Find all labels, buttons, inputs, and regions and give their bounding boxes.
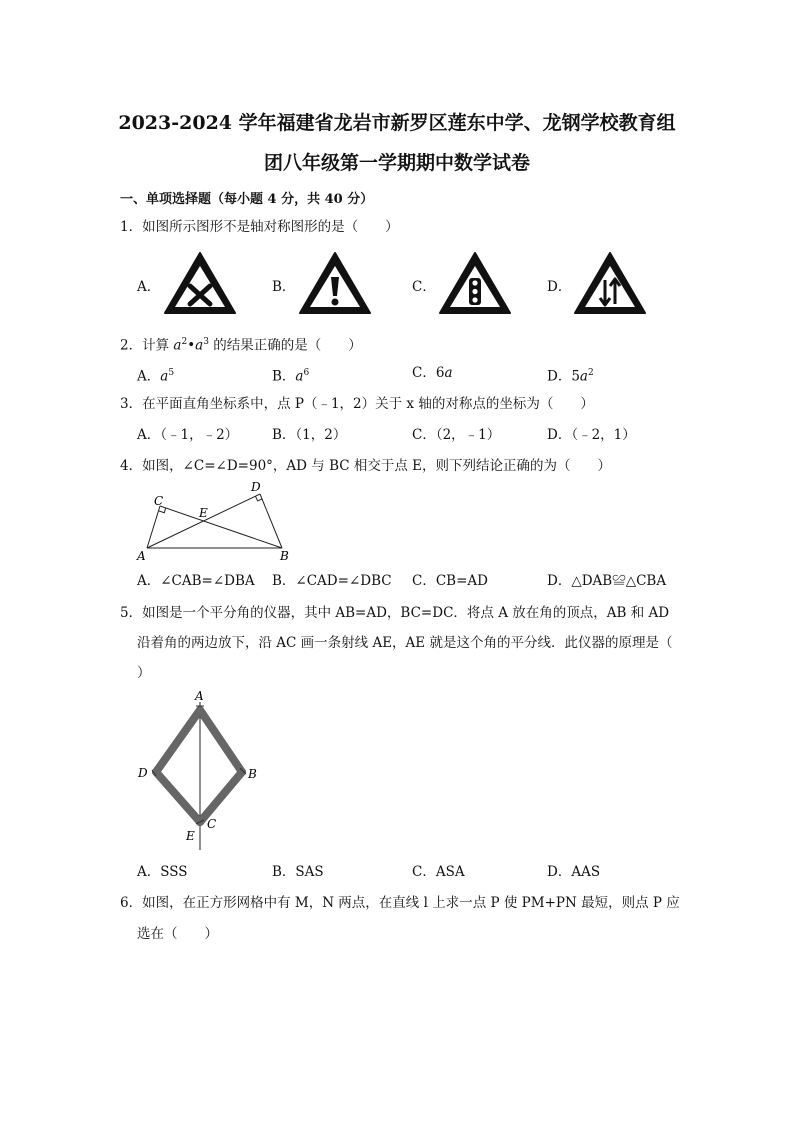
q5-label-a: A [195, 689, 204, 703]
section-header: 一、单项选择题（每小题 4 分，共 40 分） [120, 192, 374, 207]
exam-title-line1: 2023-2024 学年福建省龙岩市新罗区莲东中学、龙钢学校教育组 [118, 112, 676, 134]
q5-option-c: C．ASA [412, 864, 465, 880]
q5-stem-line2: 沿着角的两边放下，沿 AC 画一条射线 AE，AE 就是这个角的平分线．此仪器的原理是（ [137, 635, 673, 651]
q4-label-c: C [154, 494, 164, 508]
q3-option-b: B．（1，2） [272, 427, 347, 443]
q5-option-b: B．SAS [272, 864, 324, 880]
q4-label-e: E [199, 506, 208, 520]
q3-option-a: A．（﹣1，﹣2） [137, 427, 239, 443]
q5-stem-line3: ） [137, 665, 151, 681]
q6-stem-line2: 选在（ ） [137, 926, 218, 942]
q3-stem: 3．在平面直角坐标系中，点 P（﹣1，2）关于 x 轴的对称点的坐标为（ ） [120, 396, 594, 412]
q4-option-c: C．CB=AD [412, 573, 488, 589]
q4-stem: 4．如图，∠C=∠D=90°，AD 与 BC 相交于点 E，则下列结论正确的为（ ） [120, 458, 612, 474]
q5-label-c: C [207, 817, 217, 831]
sign-x-icon [162, 250, 238, 316]
q5-option-a: A．SSS [137, 864, 188, 880]
q3-option-c: C．（2，﹣1） [412, 427, 501, 443]
q2-option-b: B．$a^6$ [272, 368, 310, 385]
q2-option-a: A．$a^5$ [137, 368, 175, 385]
q1-option-d-label: D． [547, 279, 572, 295]
q3-option-d: D．（﹣2，1） [547, 427, 636, 443]
q4-label-d: D [251, 480, 261, 494]
q4-option-d: D．△DAB≌△CBA [547, 573, 667, 589]
q2-stem: 2．计算 $a^2•a^3$ 的结果正确的是（ ） [120, 337, 362, 354]
sign-exclamation-icon [297, 250, 373, 316]
q4-label-a: A [137, 549, 146, 563]
q4-label-b: B [280, 549, 289, 563]
q5-label-b: B [248, 767, 257, 781]
q4-triangle-figure [134, 476, 304, 566]
exam-title-line2: 团八年级第一学期期中数学试卷 [263, 152, 530, 174]
sign-traffic-light-icon [437, 250, 513, 316]
q2-option-d: D．$5a^2$ [547, 368, 594, 385]
q1-option-c-label: C． [412, 279, 436, 295]
q4-option-b: B．∠CAD=∠DBC [272, 573, 392, 589]
q5-angle-bisector-instrument-figure [134, 688, 264, 854]
q5-stem-line1: 5．如图是一个平分角的仪器，其中 AB=AD，BC=DC．将点 A 放在角的顶点，AB 和 AD [120, 605, 670, 621]
q1-option-b-label: B． [272, 279, 296, 295]
q6-stem-line1: 6．如图，在正方形网格中有 M，N 两点，在直线 l 上求一点 P 使 PM+PN 最短，则点 P 应 [120, 895, 680, 911]
sign-two-way-arrows-icon [572, 250, 648, 316]
q4-option-a: A．∠CAB=∠DBA [137, 573, 255, 589]
q5-label-d: D [138, 766, 148, 780]
q1-stem: 1．如图所示图形不是轴对称图形的是（ ） [120, 219, 399, 235]
q2-option-c: C．6a [412, 365, 453, 381]
q5-option-d: D．AAS [547, 864, 601, 880]
q1-option-a-label: A． [137, 279, 161, 295]
q5-label-e: E [186, 829, 195, 843]
